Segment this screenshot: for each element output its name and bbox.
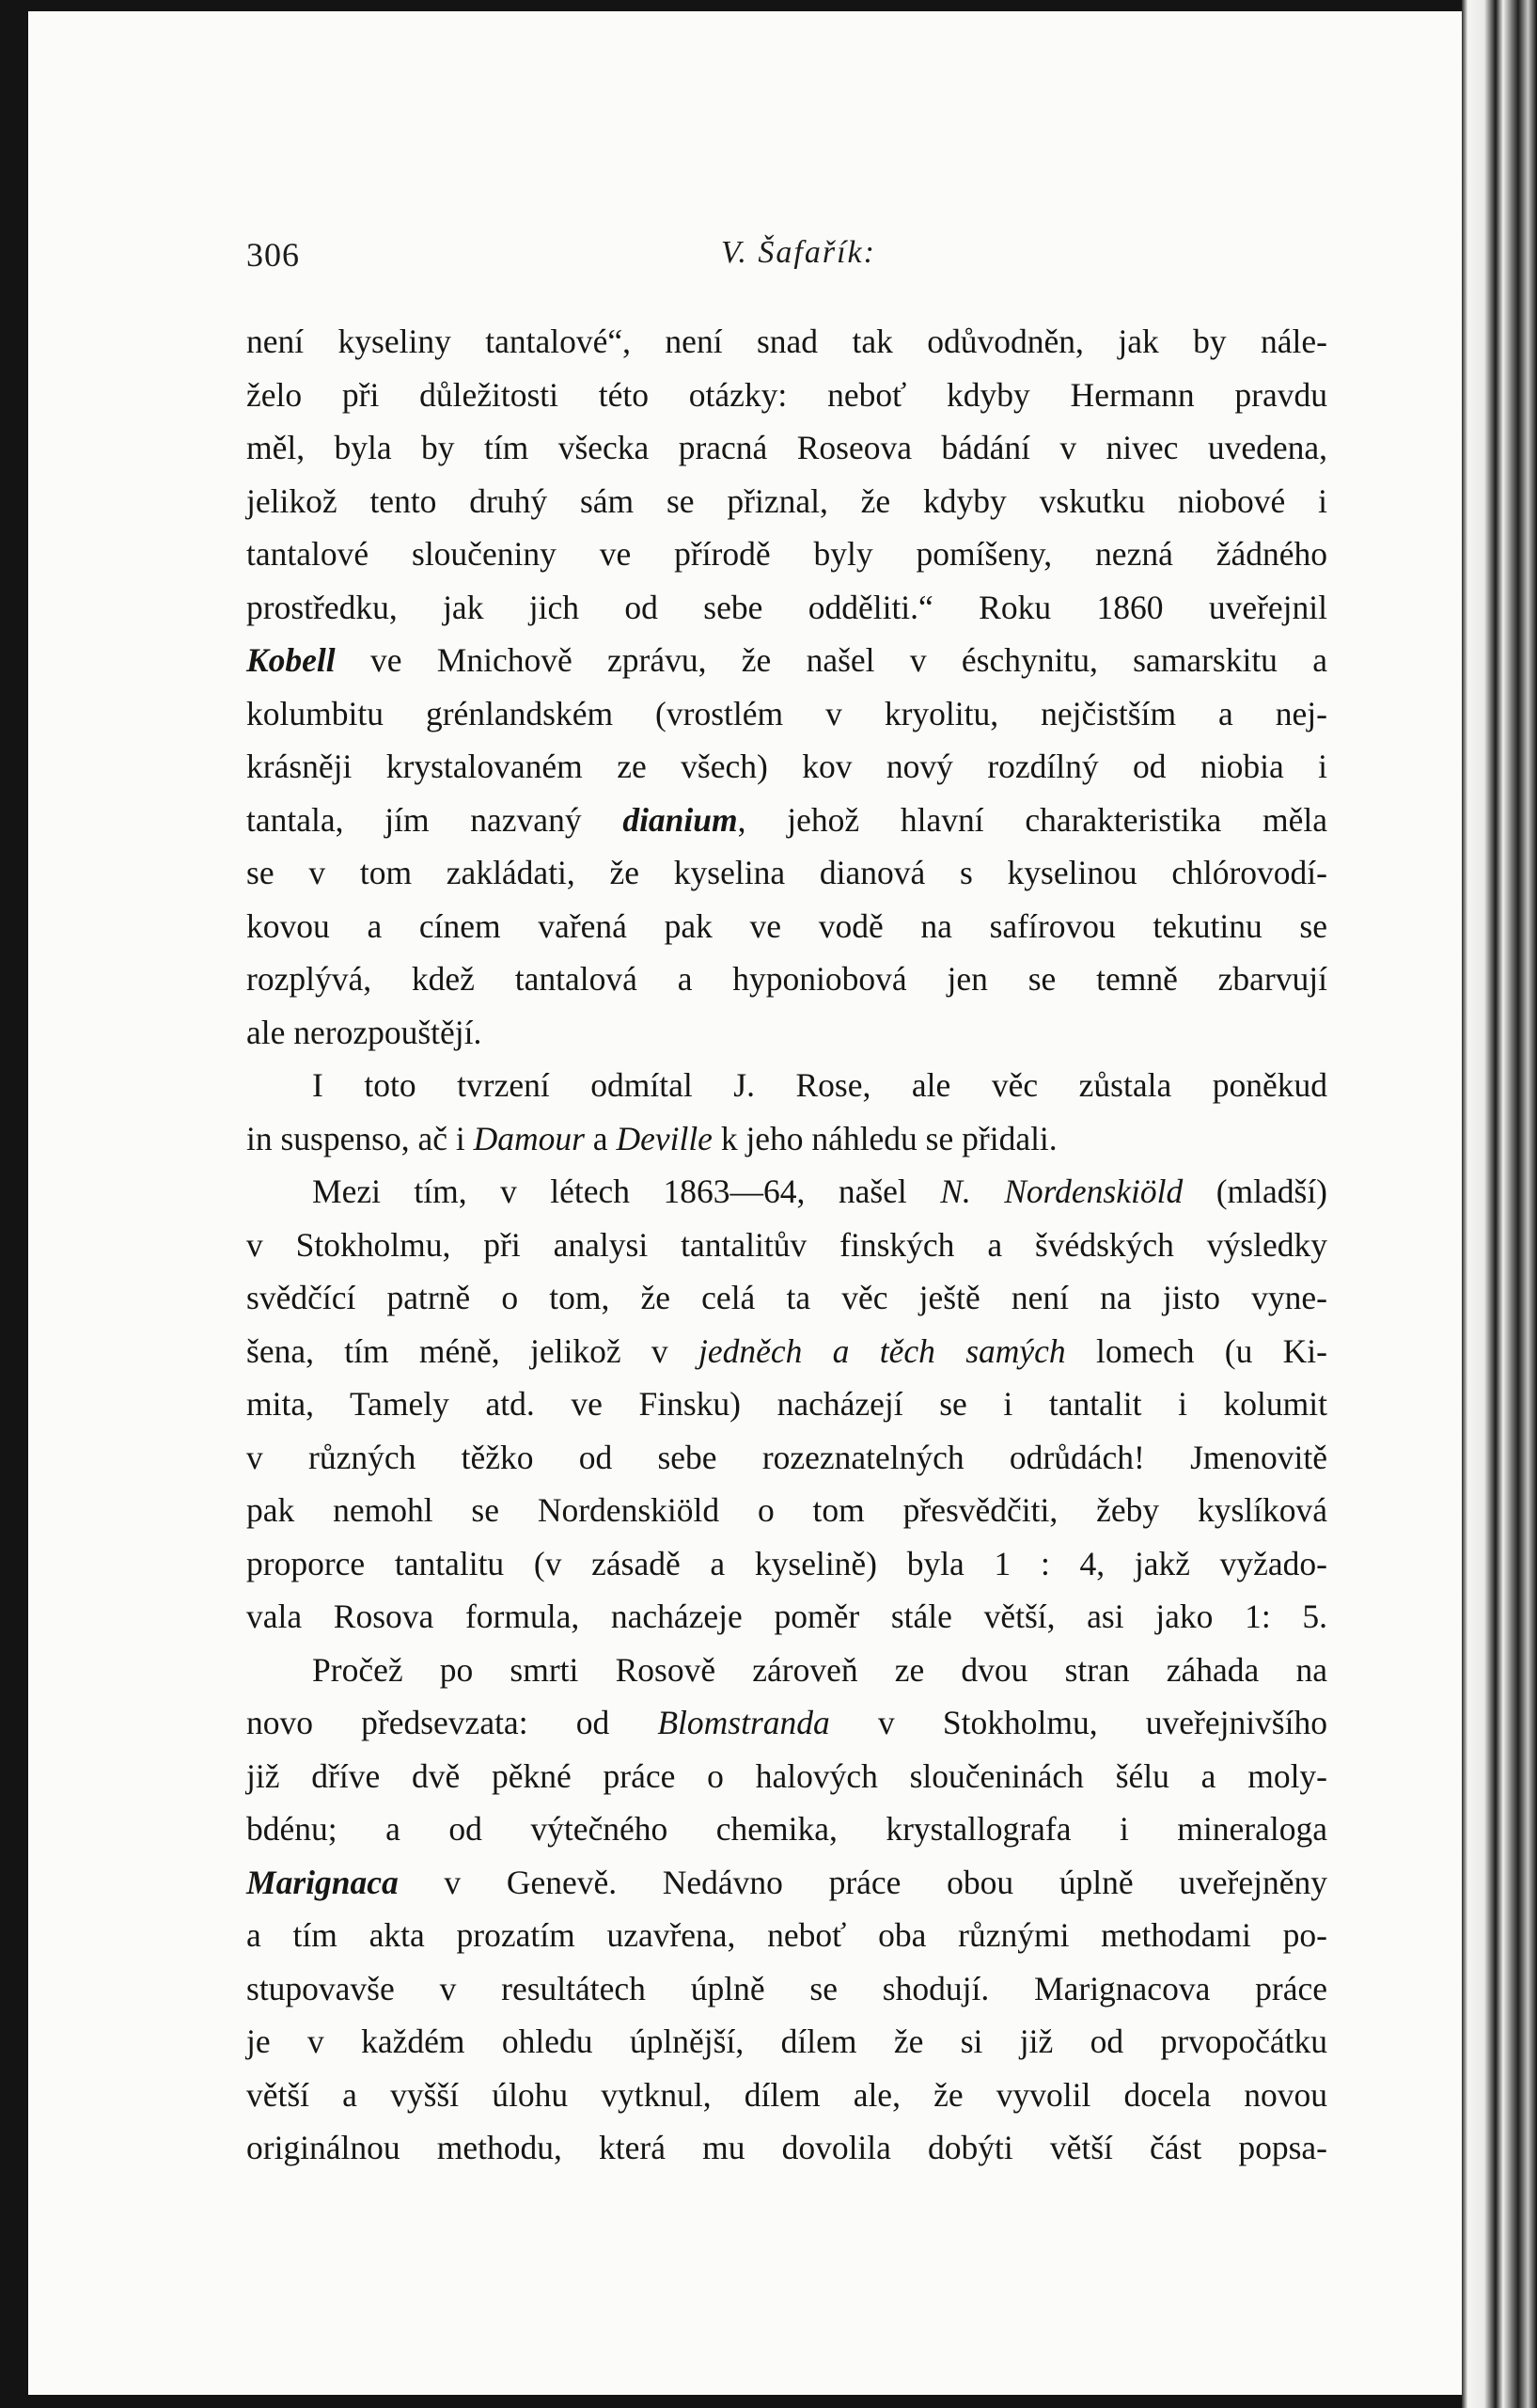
text-line xyxy=(246,900,1327,953)
text-run: lomech (u Ki- xyxy=(1065,1331,1327,1370)
text-run: je v každém ohledu úplnější, dílem že si již od prvopočátku xyxy=(246,2022,1327,2060)
text-line xyxy=(246,2069,1327,2122)
text-line xyxy=(246,315,1327,369)
text-run: krásněji krystalovaném ze všech) kov nový rozdílný od niobia i xyxy=(246,748,1327,785)
text-run: kovou a cínem vařená pak ve vodě na safírovou tekutinu se xyxy=(246,906,1327,945)
text-run: Pročež po smrti Rosově zároveň ze dvou stran záhada na xyxy=(312,1650,1327,1689)
text-run: jelikož tento druhý sám se přiznal, že kdyby vskutku niobové i xyxy=(246,481,1327,520)
text-line xyxy=(246,369,1327,422)
text-run: rozplývá, kdež tantalová a hyponiobová jen se temně zbarvují xyxy=(246,960,1327,998)
text-line xyxy=(246,952,1327,1006)
emphasized-name: Kobell xyxy=(246,641,336,679)
text-line xyxy=(246,1802,1327,1856)
text-line xyxy=(246,794,1327,847)
text-line xyxy=(246,1325,1327,1378)
text-line xyxy=(246,740,1327,794)
text-line xyxy=(246,1112,1327,1166)
text-line xyxy=(246,581,1327,635)
text-run: , jehož hlavní charakteristika měla xyxy=(737,800,1328,839)
text-run: měl, byla by tím všecka pracná Roseova bádání v nivec uvedena, xyxy=(246,429,1327,466)
emphasized-name: Marignaca xyxy=(246,1863,399,1901)
text-run: pak nemohl se Nordenskiöld o tom přesvědčiti, žeby kyslíková xyxy=(246,1491,1327,1529)
body-text xyxy=(246,315,1327,2175)
text-run: větší a vyšší úlohu vytknul, dílem ale, že vyvolil docela novou xyxy=(246,2075,1327,2114)
text-run: a tím akta prozatím uzavřena, neboť oba různými methodami po- xyxy=(246,1916,1327,1954)
text-run: není kyseliny tantalové“, není snad tak odůvodněn, jak by nále- xyxy=(246,323,1327,360)
text-line xyxy=(246,1165,1327,1219)
text-run: se v tom zakládati, že kyselina dianová s kyselinou chlórovodí- xyxy=(246,854,1327,891)
text-run: k jeho náhledu se přidali. xyxy=(712,1119,1058,1157)
text-run: prostředku, jak jich od sebe odděliti.“ Roku 1860 uveřejnil xyxy=(246,588,1327,626)
text-run: proporce tantalitu (v zásadě a kyselině) byla 1 : 4, jakž vyžado- xyxy=(246,1544,1327,1582)
text-line xyxy=(246,634,1327,687)
text-run: originálnou methodu, která mu dovolila dobýti větší část popsa- xyxy=(246,2129,1327,2166)
text-run: již dříve dvě pěkné práce o halových sloučeninách šélu a moly- xyxy=(246,1756,1327,1795)
text-line xyxy=(246,1219,1327,1272)
text-run: kolumbitu grénlandském (vrostlém v kryolitu, nejčistším a nej- xyxy=(246,694,1327,732)
emphasized-name: Deville xyxy=(616,1119,713,1157)
text-line xyxy=(246,1271,1327,1325)
text-run: I toto tvrzení odmítal J. Rose, ale věc zůstala poněkud xyxy=(312,1066,1327,1104)
text-line xyxy=(246,1696,1327,1750)
emphasized-name: N. Nordenskiöld xyxy=(940,1173,1184,1210)
text-run: ale nerozpouštějí. xyxy=(246,1013,482,1051)
text-line xyxy=(246,527,1327,581)
emphasized-name: Damour xyxy=(473,1119,585,1157)
text-run: šena, tím méně, jelikož v xyxy=(246,1331,698,1370)
text-line xyxy=(246,1856,1327,1910)
text-run: in suspenso, ač i xyxy=(246,1119,474,1157)
text-run: tantala, jím nazvaný xyxy=(246,800,623,839)
text-line xyxy=(246,1909,1327,1962)
text-run: v Genevě. Nedávno práce obou úplně uveřejněny xyxy=(398,1863,1327,1901)
text-line xyxy=(246,421,1327,475)
page-edge-shadow xyxy=(1462,0,1537,2408)
text-line xyxy=(246,1750,1327,1803)
text-line xyxy=(246,1537,1327,1591)
text-line xyxy=(246,1431,1327,1485)
text-line xyxy=(246,1006,1327,1060)
text-line xyxy=(246,1962,1327,2016)
text-run: mita, Tamely atd. ve Finsku) nacházejí se i tantalit i kolumit xyxy=(246,1385,1327,1423)
text-run: svědčící patrně o tom, že celá ta věc ještě není na jisto vyne- xyxy=(246,1279,1327,1316)
text-line xyxy=(246,2015,1327,2069)
text-run: ve Mnichově zprávu, že našel v éschynitu, samarskitu a xyxy=(335,641,1327,679)
text-run: (mladší) xyxy=(1183,1173,1327,1210)
text-run: v Stokholmu, uveřejnivšího xyxy=(829,1704,1327,1741)
text-run: želo při důležitosti této otázky: neboť kdyby Hermann pravdu xyxy=(246,375,1327,414)
text-line xyxy=(246,846,1327,900)
text-line xyxy=(246,1059,1327,1112)
text-run: Mezi tím, v létech 1863—64, našel xyxy=(312,1173,941,1210)
text-line xyxy=(246,1644,1327,1697)
text-line xyxy=(246,1484,1327,1537)
emphasized-name: jedněch a těch samých xyxy=(698,1331,1066,1370)
text-run: stupovavše v resultátech úplně se shodují. Marignacova práce xyxy=(246,1969,1327,2007)
text-run: tantalové sloučeniny ve přírodě byly pomíšeny, nezná žádného xyxy=(246,535,1327,573)
emphasized-name: Blomstranda xyxy=(657,1704,830,1741)
text-line xyxy=(246,2121,1327,2175)
text-run: a xyxy=(584,1119,617,1157)
text-run: v různých těžko od sebe rozeznatelných odrůdách! Jmenovitě xyxy=(246,1438,1327,1476)
page-header xyxy=(246,235,1327,291)
text-run: v Stokholmu, při analysi tantalitův finských a švédských výsledky xyxy=(246,1225,1327,1264)
running-head-author: V. Šafařík: xyxy=(721,235,876,270)
text-line xyxy=(246,1377,1327,1431)
text-run: novo předsevzata: od xyxy=(246,1704,658,1741)
emphasized-name: dianium xyxy=(622,800,738,839)
text-run: vala Rosova formula, nacházeje poměr stále větší, asi jako 1: 5. xyxy=(246,1597,1327,1635)
text-line xyxy=(246,475,1327,528)
text-run: bdénu; a od výtečného chemika, krystallografa i mineraloga xyxy=(246,1810,1327,1848)
text-line xyxy=(246,687,1327,741)
text-line xyxy=(246,1590,1327,1644)
page-number: 306 xyxy=(246,236,300,274)
